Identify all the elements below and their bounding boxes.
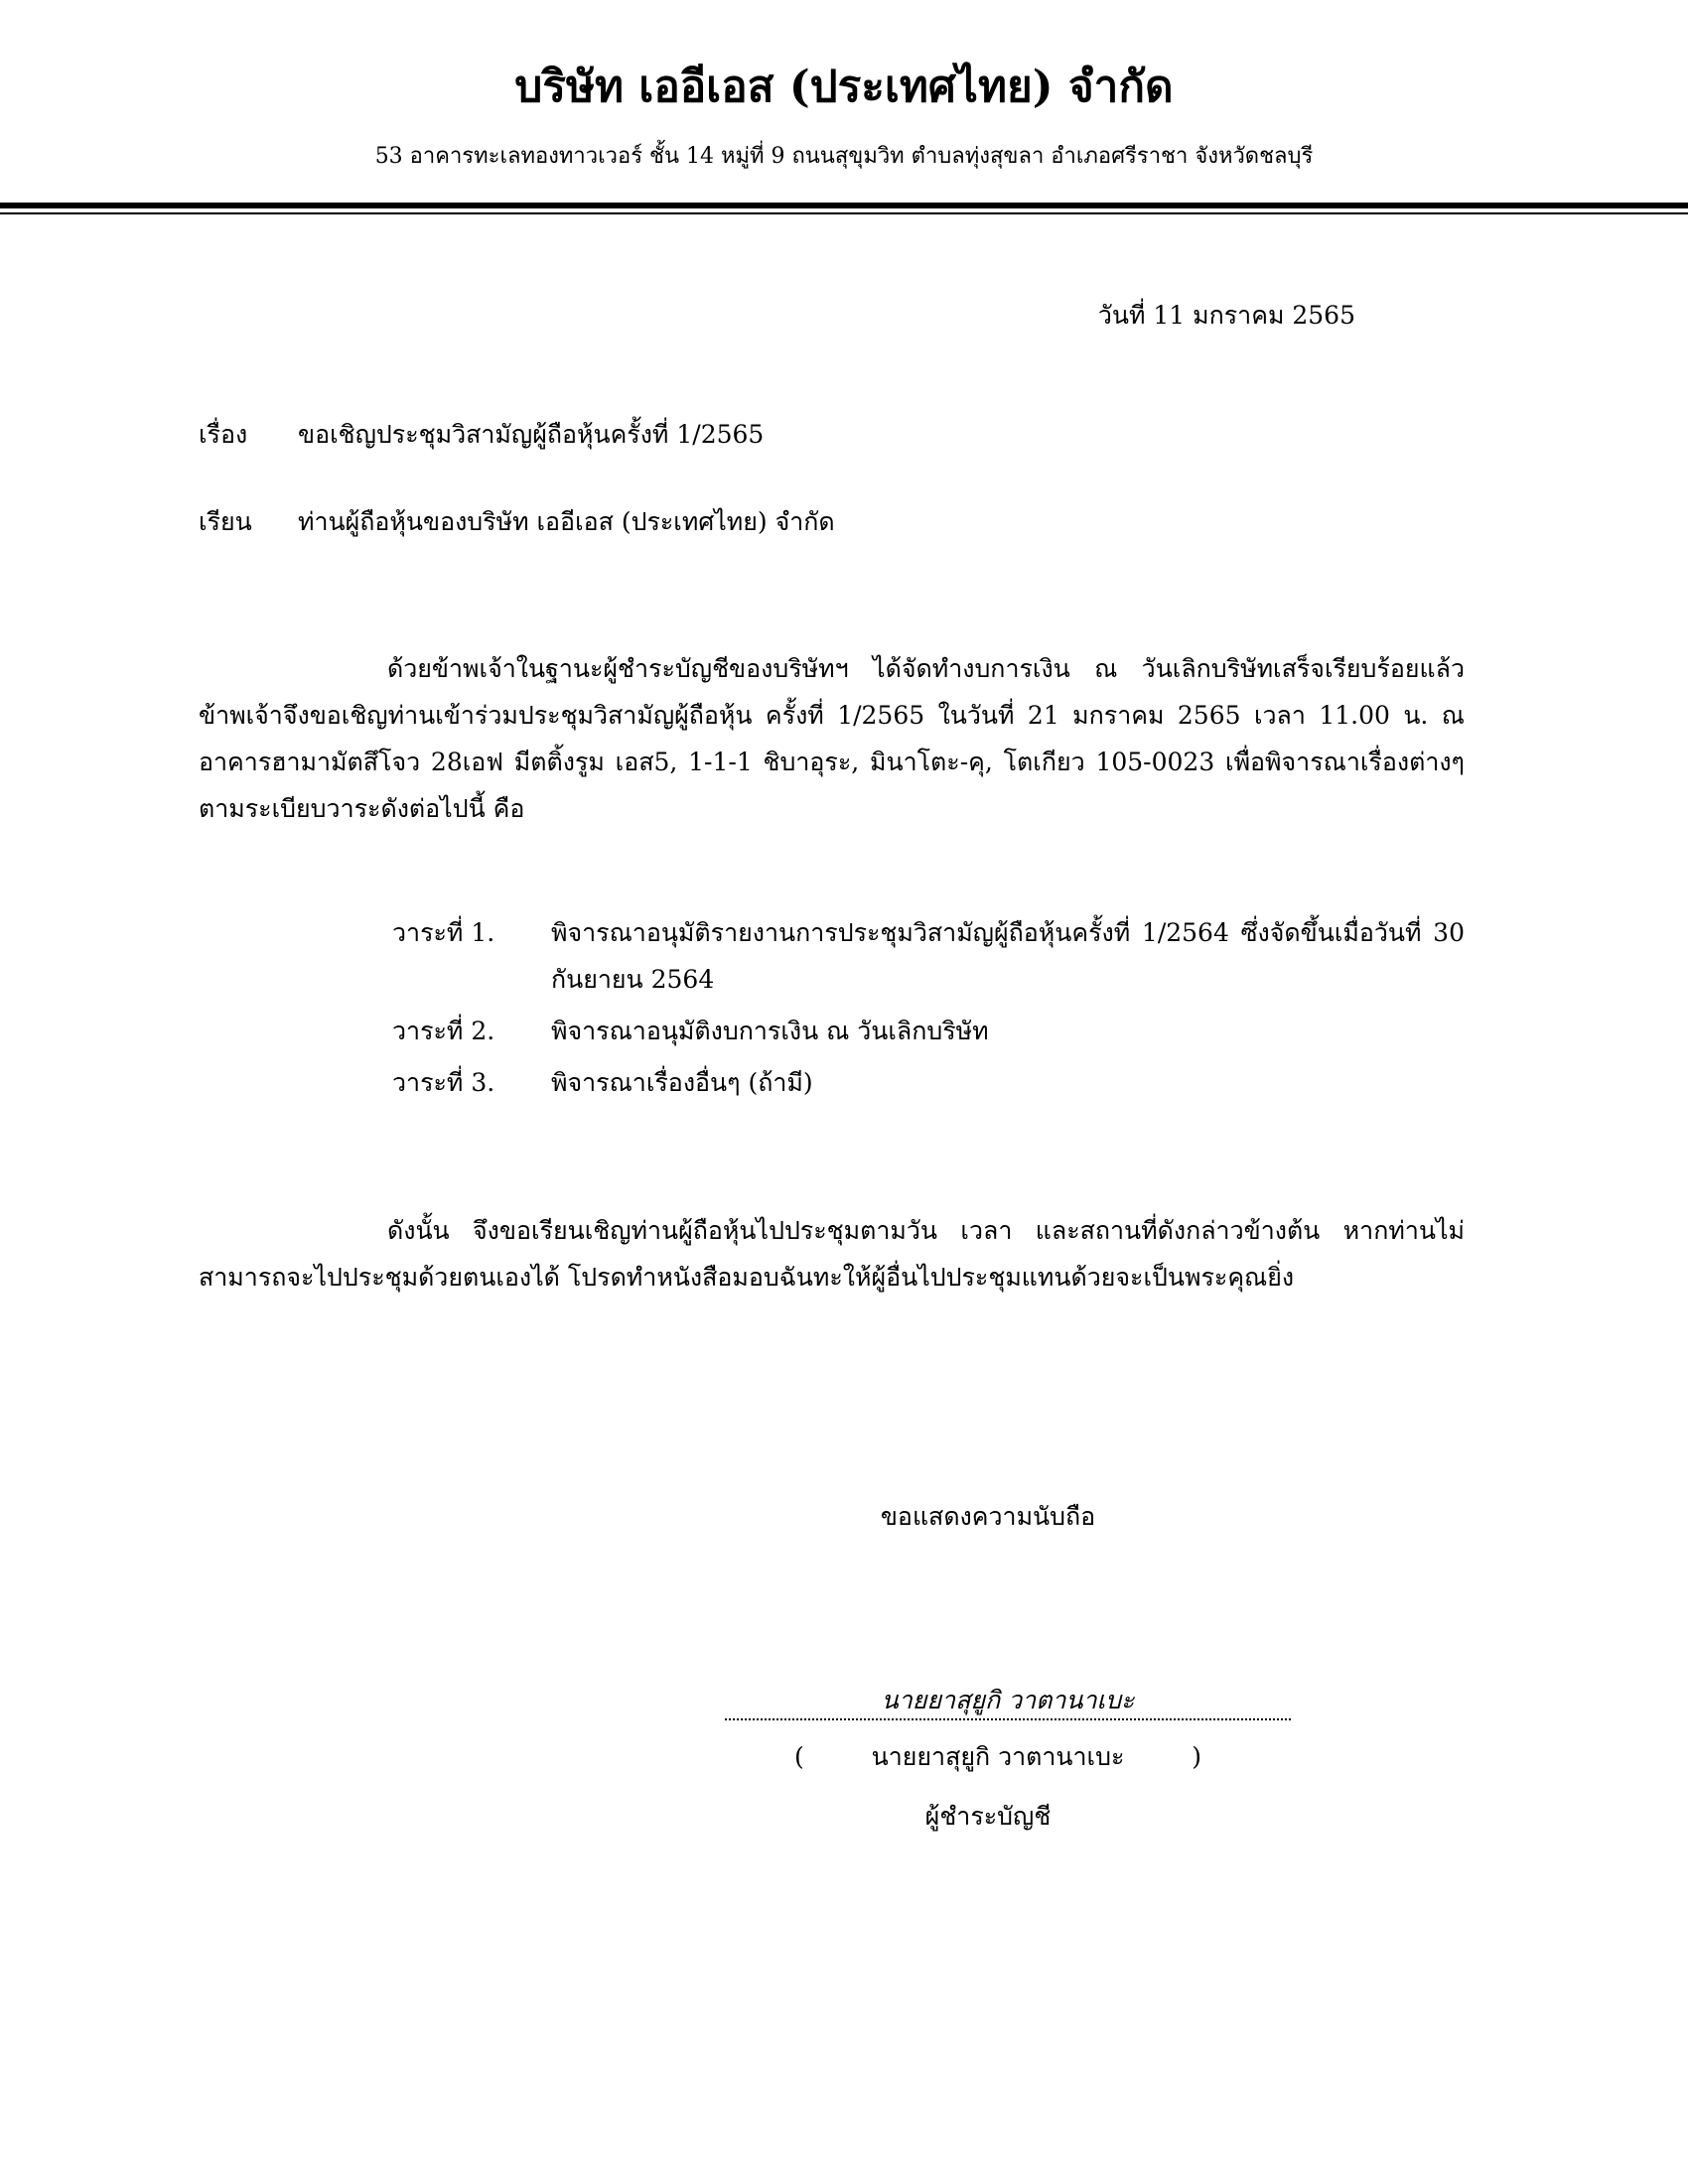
signer-name-block [794,1739,1201,1775]
company-name: บริษัท เออีเอส (ประเทศไทย) จำกัด [514,62,1174,112]
agenda-text: พิจารณาเรื่องอื่นๆ (ถ้ามี) [551,1068,813,1097]
subject-text: ขอเชิญประชุมวิสามัญผู้ถือหุ้นครั้งที่ 1/2565 [298,420,765,449]
agenda-text: พิจารณาอนุมัติงบการเงิน ณ วันเลิกบริษัท [551,1017,989,1045]
agenda-item [392,909,1465,1003]
subject-row [199,417,764,453]
agenda-number: วาระที่ 2. [392,1017,495,1045]
letter-date: วันที่ 11 มกราคม 2565 [1097,301,1355,330]
signature: นายยาสุยูกิ วาตานาเบะ [725,1683,1291,1720]
signer-close-paren: ) [1192,1742,1201,1771]
signer-name: นายยาสุยูกิ วาตานาเบะ [871,1742,1125,1771]
agenda-text: พิจารณาอนุมัติรายงานการประชุมวิสามัญผู้ถือหุ้นครั้งที่ 1/2564 ซึ่งจัดขึ้นเมื่อวันที่ 30 กันยายน 2564 [551,918,1465,994]
agenda-list [392,909,1465,1111]
recipient-row [199,504,835,540]
body-paragraph-1: ด้วยข้าพเจ้าในฐานะผู้ชำระบัญชีของบริษัทฯ ได้จัดทำงบการเงิน ณ วันเลิกบริษัทเสร็จเรียบร้อยแล้ว ข้าพเจ้าจึงขอเชิญท่านเข้าร่วมประชุมวิสามัญผู้ถือหุ้น ครั้งที่ 1/2565 ในวันที่ 21 มกราคม 2565 เวลา 11.00 น. ณ อาคารฮามามัตสึโจว 28เอฟ มีตติ้งรูม เอส5, 1-1-1 ชิบาอุระ, มินาโตะ-คุ, โตเกียว 105-0023 เพื่อพิจารณาเรื่องต่างๆ ตามระเบียบวาระดังต่อไปนี้ คือ [199,654,1465,823]
agenda-number: วาระที่ 3. [392,1068,495,1097]
signer-title: ผู้ชำระบัญชี [924,1802,1052,1831]
agenda-number: วาระที่ 1. [392,918,495,947]
subject-label: เรื่อง [199,420,248,449]
closing-salutation: ขอแสดงความนับถือ [880,1502,1096,1531]
body-paragraph-2: ดังนั้น จึงขอเรียนเชิญท่านผู้ถือหุ้นไปประชุมตามวัน เวลา และสถานที่ดังกล่าวข้างต้น หากท่านไม่สามารถจะไปประชุมด้วยตนเองได้ โปรดทำหนังสือมอบฉันทะให้ผู้อื่นไปประชุมแทนด้วยจะเป็นพระคุณยิ่ง [199,1216,1465,1292]
agenda-item [392,1059,1465,1106]
company-address: 53 อาคารทะเลทองทาวเวอร์ ชั้น 14 หมู่ที่ 9 ถนนสุขุมวิท ตำบลทุ่งสุขลา อำเภอศรีราชา จังหวัดชลบุรี [374,144,1314,169]
signer-open-paren: ( [794,1742,804,1771]
header-rule-thick [0,203,1688,208]
recipient-label: เรียน [199,507,252,536]
header-rule-thin [0,212,1688,214]
agenda-item [392,1008,1465,1054]
recipient-text: ท่านผู้ถือหุ้นของบริษัท เออีเอส (ประเทศไทย) จำกัด [298,507,835,536]
